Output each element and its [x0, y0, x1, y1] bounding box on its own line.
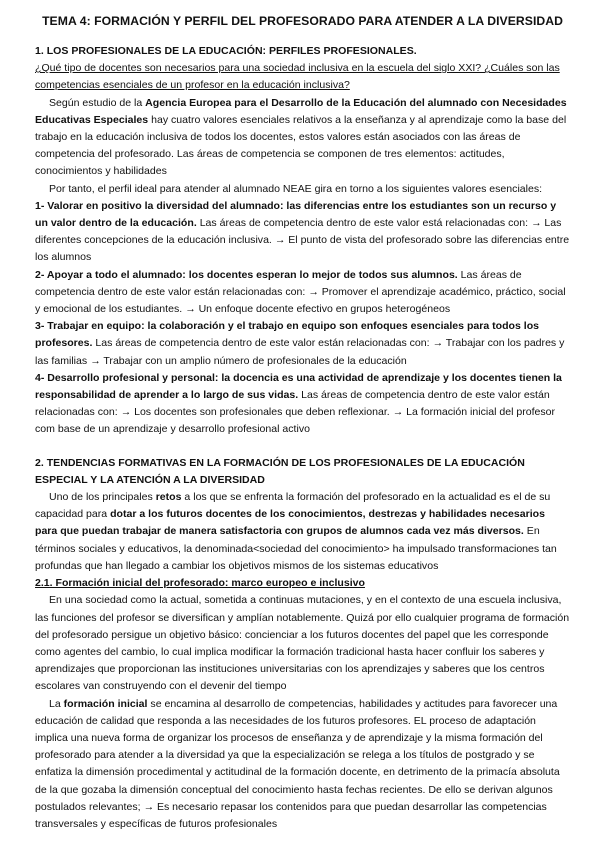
value-1: 1- Valorar en positivo la diversidad del alumnado: las diferencias entre los estudiantes son un recurso y un valor dentro de la educación. Las áreas de competencia dentro de este valor está relacionadas con: → Las diferentes concepciones de la educación inclusiva. → El punto de vista del profesorado sobre las diferencias entre los alumnos	[35, 199, 570, 264]
section-1-paragraph-2: Por tanto, el perfil ideal para atender al alumnado NEAE gira en torno a los siguientes valores esenciales:	[49, 182, 543, 195]
section-2-paragraph-3: La formación inicial se encamina al desarrollo de competencias, habilidades y actitudes para favorecer una educación de calidad que responda a las necesidades de los futuros profesores. EL proceso de adaptación implica una nueva forma de organizar los procesos de enseñanza y de aprendizaje y la misma formación del profesorado para atender a la diversidad ya que la especialización se relega a los títulos de postgrado y se enfatiza la dimensión procedimental y actitudinal de la formación docente, en detrimento de la primacía absoluta de la que gozaba la dimensión conceptual del conocimiento hasta fechas recientes. De ello se derivan algunos postulados relevantes; → Es necesario repasar los contenidos para que puedan desarrollar las competencias transversales y específicas de futuros profesionales	[35, 697, 560, 830]
value-2: 2- Apoyar a todo el alumnado: los docentes esperan lo mejor de todos sus alumnos. Las áreas de competencia dentro de este valor están relacionadas con: → Promover el aprendizaje académico, práctico, social y emocional de los estudiantes. → Un enfoque docente efectivo en grupos heterogéneos	[35, 268, 566, 316]
section-1-question: ¿Qué tipo de docentes son necesarios para una sociedad inclusiva en la escuela del siglo XXI? ¿Cuáles son las competencias esenciales de un profesor en la educación inclusiva?	[35, 62, 560, 92]
value-3: 3- Trabajar en equipo: la colaboración y el trabajo en equipo son enfoques esenciales para todos los profesores. Las áreas de competencia dentro de este valor están relacionadas con: → Trabajar con los padres y las familias → Trabajar con un amplio número de profesionales de la educación	[35, 320, 565, 367]
document-title: TEMA 4: FORMACIÓN Y PERFIL DEL PROFESORADO PARA ATENDER A LA DIVERSIDAD	[42, 14, 563, 28]
section-2-heading: 2. TENDENCIAS FORMATIVAS EN LA FORMACIÓN DE LOS PROFESIONALES DE LA EDUCACIÓN ESPECIAL Y LA ATENCIÓN A LA DIVERSIDAD	[35, 456, 525, 486]
section-gap	[35, 439, 570, 455]
value-4: 4- Desarrollo profesional y personal: la docencia es una actividad de aprendizaje y los docentes tienen la responsabilidad de aprender a lo largo de sus vidas. Las áreas de competencia dentro de este valor están relacionadas con: → Los docentes son profesionales que deben reflexionar. → La formación inicial del profesor com base de un aprendizaje y desarrollo profesional activo	[35, 371, 562, 436]
section-1-heading: 1. LOS PROFESIONALES DE LA EDUCACIÓN: PERFILES PROFESIONALES.	[35, 45, 417, 57]
section-1-paragraph-1: Según estudio de la Agencia Europea para el Desarrollo de la Educación del alumnado con Necesidades Educativas Especiales hay cuatro valores esenciales relativos a la enseñanza y al aprendizaje como la base del trabajo en la educación inclusiva de todos los docentes, estos valores están asociados con las áreas de competencia del profesorado. Las áreas de competencia se componen de tres elementos: actitudes, conocimientos y habilidades	[35, 96, 567, 178]
section-2-paragraph-1: Uno de los principales retos a los que se enfrenta la formación del profesorado en la actualidad es el de su capacidad para dotar a los futuros docentes de los conocimientos, destrezas y habilidades necesarios para que puedan trabajar de manera satisfactoria con grupos de alumnos cada vez más diversos. En términos sociales y educativos, la denominada<sociedad del conocimiento> ha impulsado transformaciones tan profundas que han llegado a cambiar los objetivos mismos de los sistemas educativos	[35, 491, 557, 572]
subsection-2-1-heading: 2.1. Formación inicial del profesorado: marco europeo e inclusivo	[35, 577, 365, 590]
section-2-paragraph-2: En una sociedad como la actual, sometida a continuas mutaciones, y en el contexto de una escuela inclusiva, las funciones del profesor se diversifican y amplían notablemente. Quizá por ello cualquier programa de formación del profesorado persigue un objetivo básico: concienciar a los futuros docentes del papel que les corresponde como agentes del cambio, lo cual implica modificar la formación tradicional hasta hacer confluir los saberes y aprendizajes que proporcionan las instituciones universitarias con los aprendizajes y saberes que los centros escolares van construyendo con el devenir del tiempo	[35, 594, 570, 693]
